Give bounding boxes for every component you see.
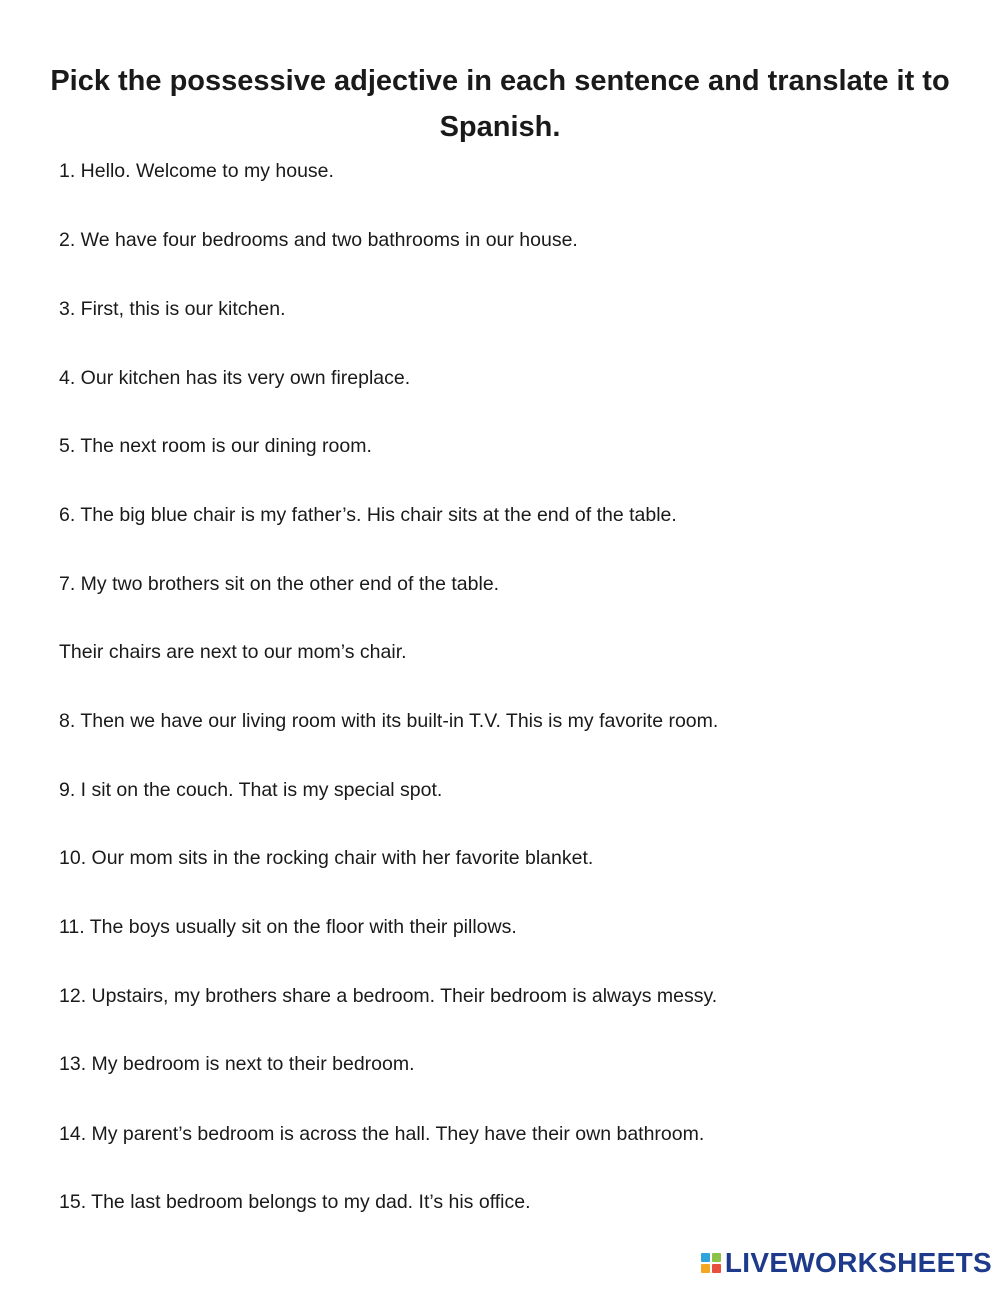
sentence-3: 3. First, this is our kitchen. (59, 298, 286, 320)
sentence-11: 11. The boys usually sit on the floor with their pillows. (59, 916, 517, 938)
sentence-15: 15. The last bedroom belongs to my dad. It’s his office. (59, 1191, 531, 1213)
sentence-7: 7. My two brothers sit on the other end of the table. (59, 573, 500, 595)
sentence-13: 13. My bedroom is next to their bedroom. (59, 1053, 415, 1075)
logo-text: LIVEWORKSHEETS (724, 1247, 992, 1278)
sentence-14: 14. My parent’s bedroom is across the hall. They have their own bathroom. (59, 1123, 705, 1145)
worksheet-title: Pick the possessive adjective in each sentence and translate it to Spanish. (50, 65, 950, 143)
sentence-7-continued: Their chairs are next to our mom’s chair. (59, 641, 407, 663)
sentence-9: 9. I sit on the couch. That is my special spot. (59, 779, 443, 801)
sentence-8: 8. Then we have our living room with its built-in T.V. This is my favorite room. (59, 710, 719, 732)
sentence-5: 5. The next room is our dining room. (59, 435, 372, 457)
sentence-1: 1. Hello. Welcome to my house. (59, 160, 334, 182)
sentence-2: 2. We have four bedrooms and two bathrooms in our house. (59, 229, 578, 251)
sentence-4: 4. Our kitchen has its very own fireplace. (59, 367, 411, 389)
sentence-12: 12. Upstairs, my brothers share a bedroom. Their bedroom is always messy. (59, 985, 718, 1007)
sentence-6: 6. The big blue chair is my father’s. His chair sits at the end of the table. (59, 504, 677, 526)
liveworksheets-logo (701, 1249, 992, 1277)
logo-blocks-icon (701, 1253, 721, 1273)
sentence-10: 10. Our mom sits in the rocking chair with her favorite blanket. (59, 847, 594, 869)
